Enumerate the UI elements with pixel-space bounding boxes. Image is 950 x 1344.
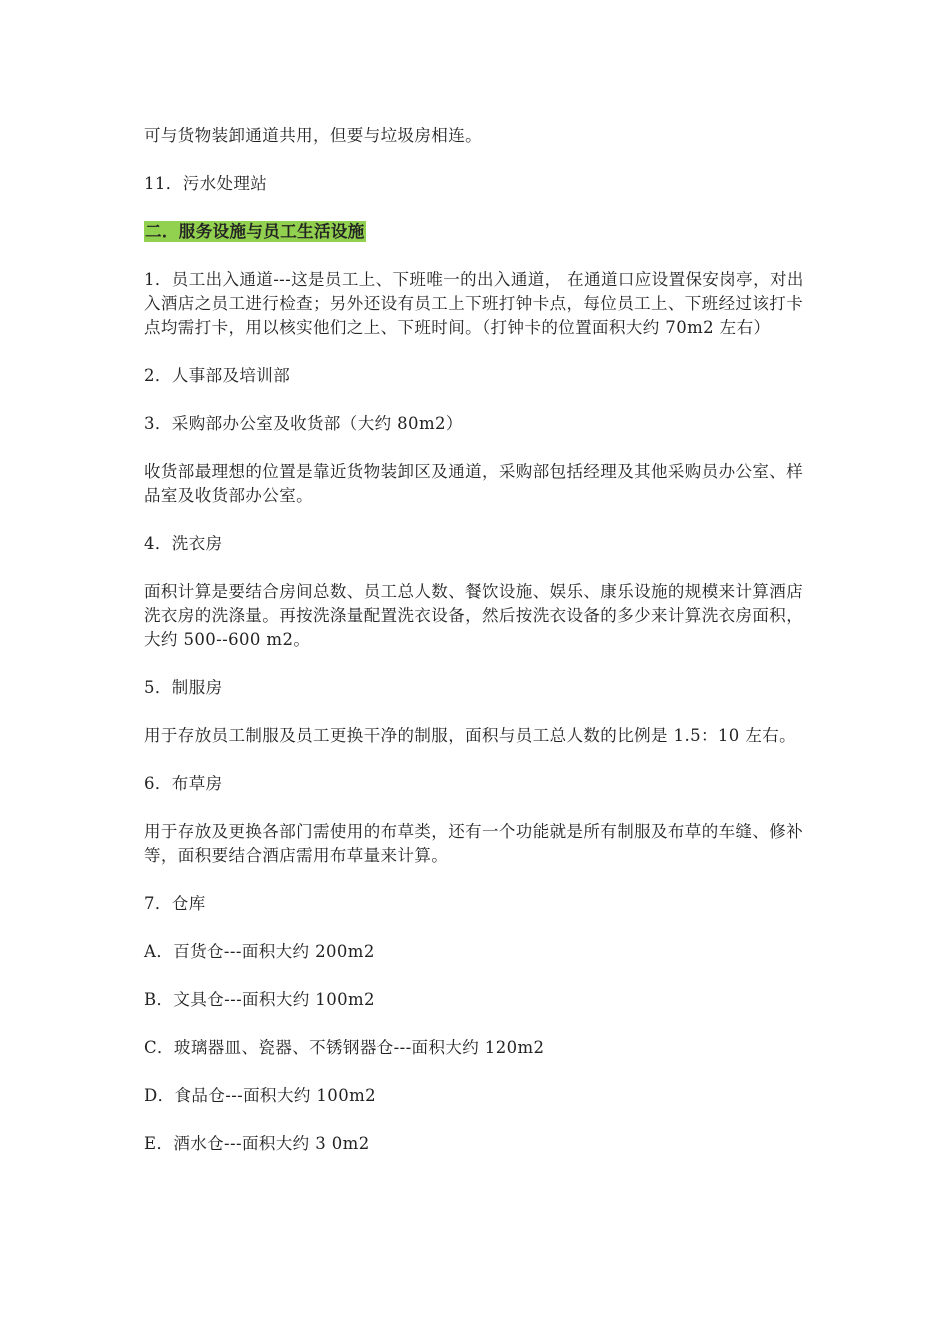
section-item: 7．仓库 xyxy=(144,894,206,913)
section-heading xyxy=(144,220,804,244)
paragraph: 用于存放员工制服及员工更换干净的制服，面积与员工总人数的比例是 1.5：10 左右。 xyxy=(144,726,797,745)
section-item: 3．采购部办公室及收货部（大约 80m2） xyxy=(144,414,463,433)
section-item: 6．布草房 xyxy=(144,774,223,793)
section-item: 11．污水处理站 xyxy=(144,174,268,193)
section-item: 4．洗衣房 xyxy=(144,534,223,553)
paragraph: 1．员工出入通道---这是员工上、下班唯一的出入通道， 在通道口应设置保安岗亭，对出入酒店之员工进行检查；另外还设有员工上下班打钟卡点，每位员工上、下班经过该打卡点均需打卡，用以核实他们之上、下班时间。（打钟卡的位置面积大约 70m2 左右） xyxy=(144,270,804,337)
section-item: 2．人事部及培训部 xyxy=(144,366,291,385)
paragraph: 面积计算是要结合房间总数、员工总人数、餐饮设施、娱乐、康乐设施的规模来计算酒店洗衣房的洗涤量。再按洗涤量配置洗衣设备，然后按洗衣设备的多少来计算洗衣房面积，大约 500--600 m2。 xyxy=(144,582,804,649)
highlighted-heading-text: 二．服务设施与员工生活设施 xyxy=(145,222,365,241)
list-item: B．文具仓---面积大约 100m2 xyxy=(144,990,375,1009)
list-item: E．酒水仓---面积大约 3 0m2 xyxy=(144,1134,370,1153)
paragraph: 用于存放及更换各部门需使用的布草类，还有一个功能就是所有制服及布草的车缝、修补等，面积要结合酒店需用布草量来计算。 xyxy=(144,822,804,865)
paragraph: 收货部最理想的位置是靠近货物装卸区及通道，采购部包括经理及其他采购员办公室、样品室及收货部办公室。 xyxy=(144,462,804,505)
section-item: 5．制服房 xyxy=(144,678,223,697)
list-item: A．百货仓---面积大约 200m2 xyxy=(144,942,375,961)
list-item: C．玻璃器皿、瓷器、不锈钢器仓---面积大约 120m2 xyxy=(144,1038,545,1057)
list-item: D．食品仓---面积大约 100m2 xyxy=(144,1086,377,1105)
paragraph: 可与货物装卸通道共用，但要与垃圾房相连。 xyxy=(144,126,482,145)
document-body xyxy=(144,124,804,1180)
